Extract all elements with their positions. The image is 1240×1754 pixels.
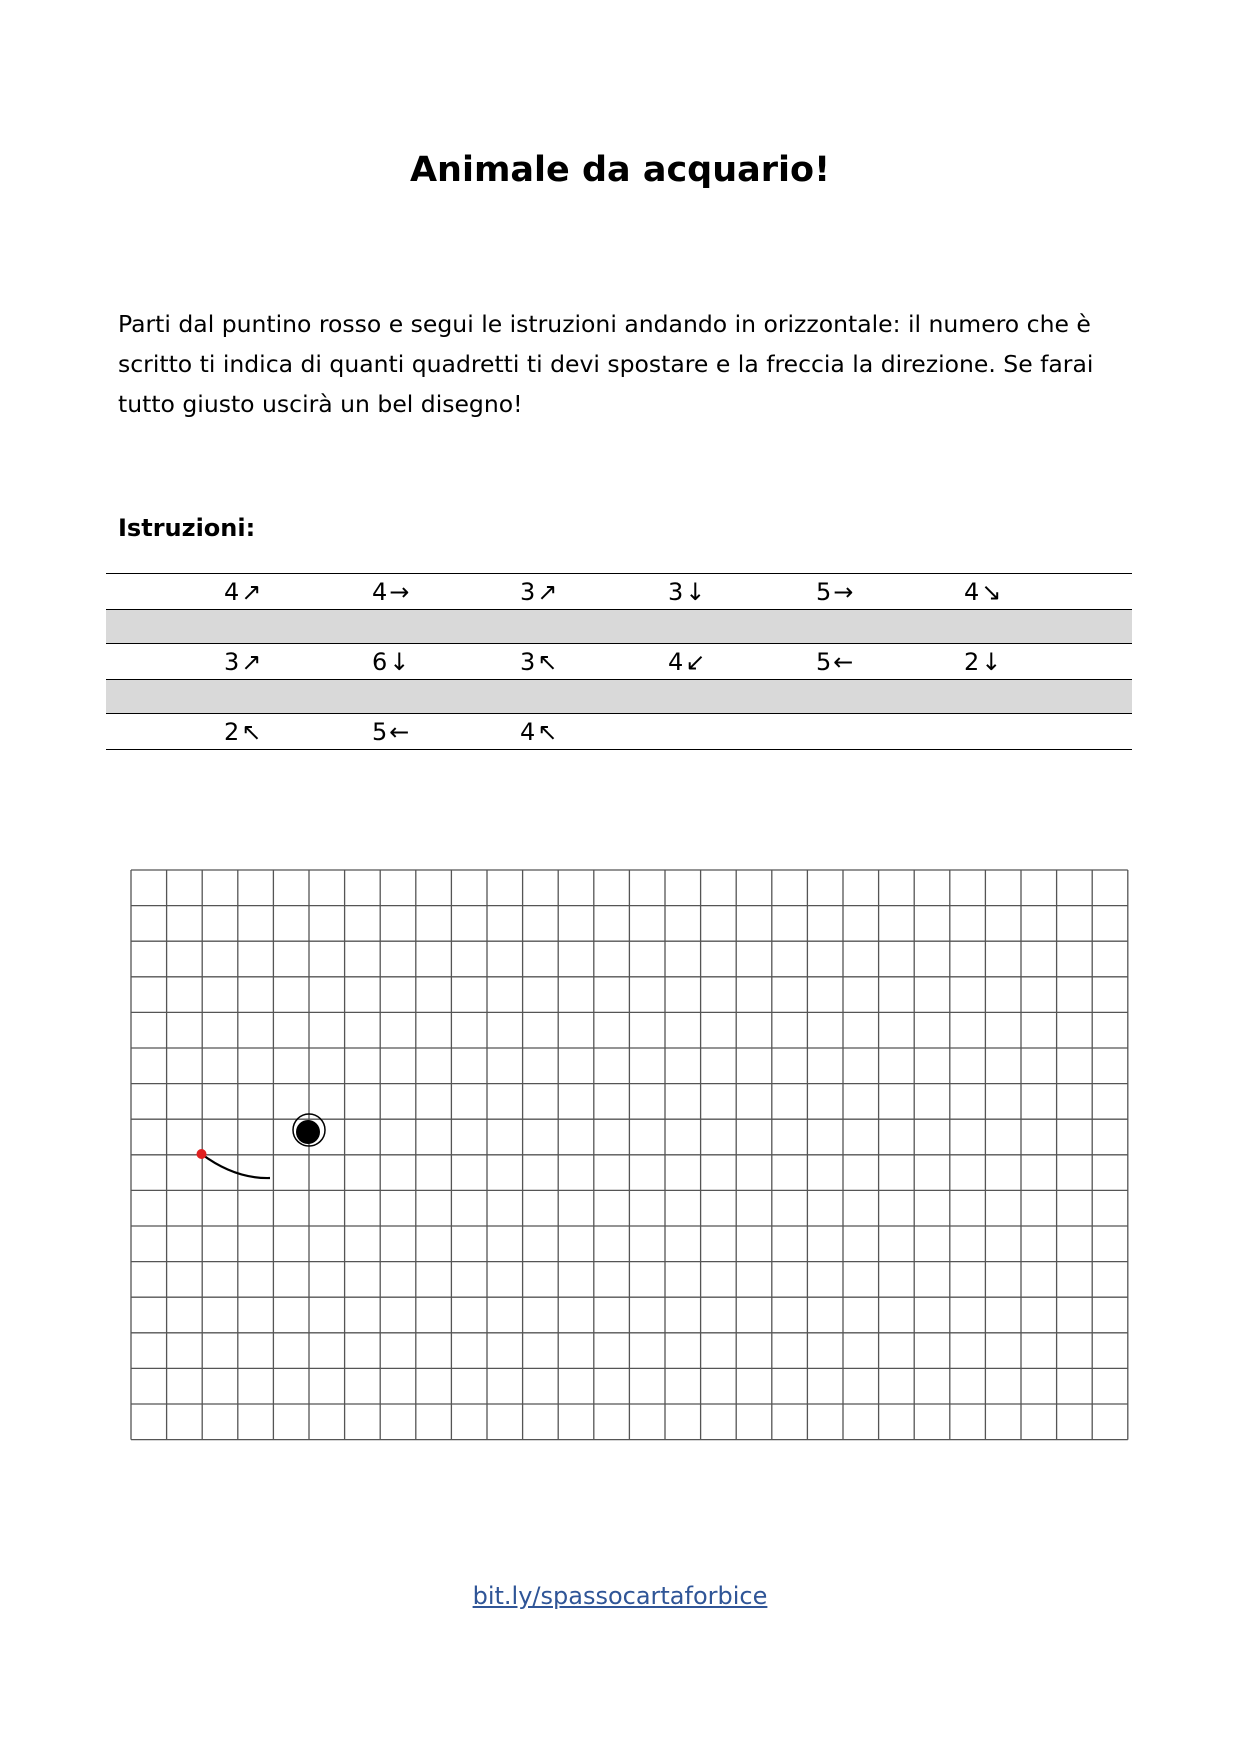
instructions-heading: Istruzioni: — [118, 514, 256, 542]
step-count: 5 — [816, 577, 832, 606]
arrow-icon: ↖ — [241, 717, 262, 746]
footer-link[interactable]: bit.ly/spassocartaforbice — [472, 1582, 768, 1610]
step-count: 4 — [520, 717, 536, 746]
fish-eye-pupil — [296, 1120, 320, 1144]
instruction-cell — [964, 644, 1112, 680]
step-count: 4 — [668, 647, 684, 676]
instruction-row-3 — [106, 714, 1132, 750]
instruction-cell — [964, 574, 1112, 610]
arrow-icon: ↓ — [981, 647, 1002, 676]
instruction-cell — [520, 574, 668, 610]
arrow-icon: ← — [833, 647, 854, 676]
arrow-icon: → — [389, 577, 410, 606]
spacer-row — [106, 610, 1132, 644]
instruction-cell — [520, 714, 668, 750]
step-count: 6 — [372, 647, 388, 676]
instruction-cell — [372, 644, 520, 680]
step-count: 4 — [372, 577, 388, 606]
step-count: 5 — [816, 647, 832, 676]
instruction-cell — [816, 644, 964, 680]
step-count: 3 — [520, 577, 536, 606]
arrow-icon: ↘ — [981, 577, 1002, 606]
arrow-icon: ↗ — [537, 577, 558, 606]
instruction-cell — [224, 644, 372, 680]
instruction-cell — [224, 714, 372, 750]
step-count: 3 — [224, 647, 240, 676]
instruction-cell — [520, 644, 668, 680]
instructions-table — [106, 573, 1132, 750]
drawing-grid[interactable] — [130, 869, 1130, 1441]
instruction-cell — [668, 644, 816, 680]
spacer-row — [106, 680, 1132, 714]
arrow-icon: ← — [389, 717, 410, 746]
intro-paragraph: Parti dal puntino rosso e segui le istruzioni andando in orizzontale: il numero che è scritto ti indica di quanti quadretti ti devi spostare e la freccia la direzione. Se farai tutto giusto uscirà un bel disegno! — [118, 310, 1094, 418]
arrow-icon: ↙ — [685, 647, 706, 676]
instruction-cell — [372, 574, 520, 610]
arrow-icon: ↖ — [537, 717, 558, 746]
instruction-row-2 — [106, 644, 1132, 680]
step-count: 4 — [224, 577, 240, 606]
page-title: Animale da acquario! — [409, 150, 831, 190]
arrow-icon: ↗ — [241, 647, 262, 676]
grid-lines — [131, 870, 1128, 1440]
instruction-cell — [372, 714, 520, 750]
arrow-icon: ↗ — [241, 577, 262, 606]
step-count: 5 — [372, 717, 388, 746]
arrow-icon: ↖ — [537, 647, 558, 676]
instruction-cell — [668, 574, 816, 610]
arrow-icon: → — [833, 577, 854, 606]
instruction-cell — [816, 574, 964, 610]
instruction-row-1 — [106, 574, 1132, 610]
instruction-cell — [224, 574, 372, 610]
step-count: 3 — [668, 577, 684, 606]
step-count: 2 — [964, 647, 980, 676]
step-count: 4 — [964, 577, 980, 606]
arrow-icon: ↓ — [685, 577, 706, 606]
start-point-dot — [197, 1149, 207, 1159]
step-count: 2 — [224, 717, 240, 746]
step-count: 3 — [520, 647, 536, 676]
fish-mouth-curve — [202, 1154, 271, 1178]
arrow-icon: ↓ — [389, 647, 410, 676]
